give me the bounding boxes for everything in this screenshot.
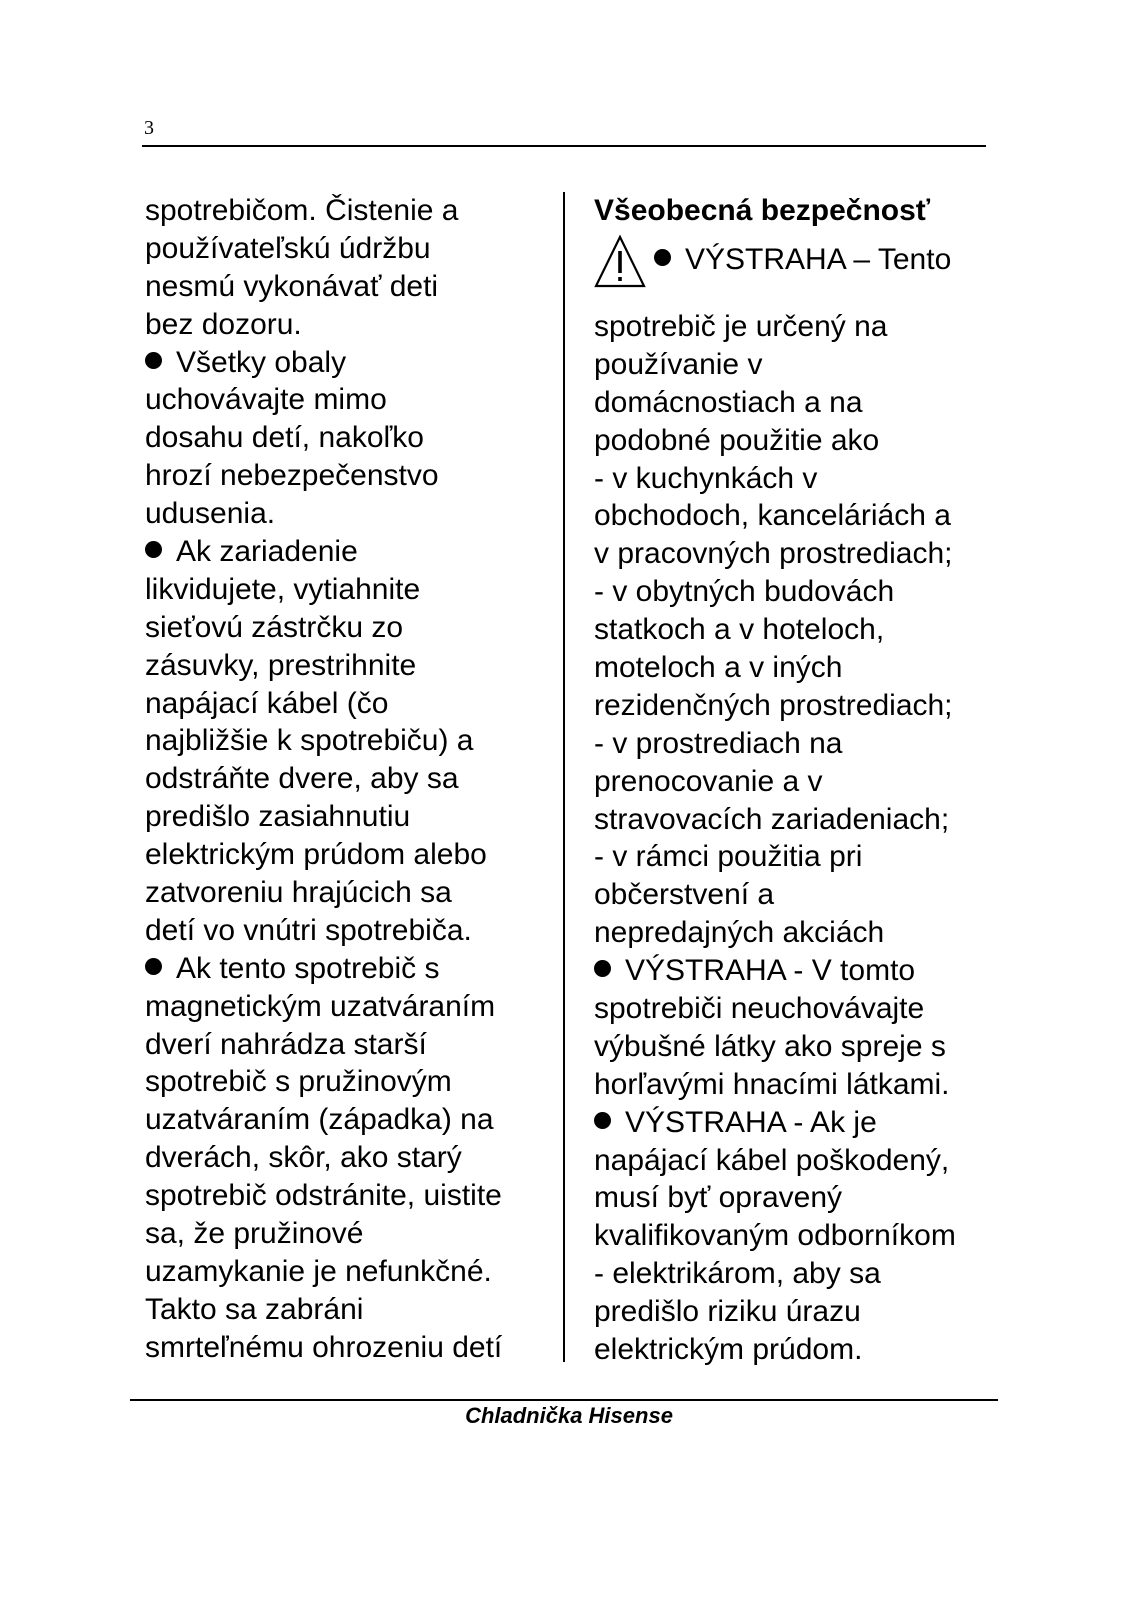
text-line	[145, 685, 545, 723]
text-line-content: predišlo zasiahnutiu	[145, 800, 411, 834]
bullet-icon	[594, 1112, 611, 1129]
text-line	[594, 990, 994, 1028]
text-line-content: podobné použitie ako	[594, 423, 880, 457]
text-line-content: likvidujete, vytiahnite	[145, 572, 421, 606]
text-line-content: rezidenčných prostrediach;	[594, 688, 953, 722]
text-line-content: prenocovanie a v	[594, 764, 823, 798]
text-line-content: nepredajných akciách	[594, 916, 885, 950]
left-column	[145, 192, 545, 1367]
text-line	[594, 346, 994, 384]
text-line-content: najbližšie k spotrebiču) a	[145, 724, 474, 758]
text-line-content: používanie v	[594, 347, 763, 381]
text-line-content: smrteľnému ohrozeniu detí	[145, 1330, 503, 1364]
text-line	[594, 1066, 994, 1104]
text-line	[145, 647, 545, 685]
page-number: 3	[144, 117, 154, 139]
text-line	[145, 571, 545, 609]
text-line	[594, 535, 994, 573]
text-line-content: výbušné látky ako spreje s	[594, 1029, 946, 1063]
text-line-content: Takto sa zabráni	[145, 1292, 364, 1326]
text-line-content: detí vo vnútri spotrebiča.	[145, 913, 472, 947]
text-line-content: zásuvky, prestrihnite	[145, 648, 417, 682]
text-line-content: dosahu detí, nakoľko	[145, 421, 424, 455]
text-line	[145, 1101, 545, 1139]
text-line	[594, 460, 994, 498]
text-line	[594, 573, 994, 611]
warning-triangle-icon	[594, 234, 646, 290]
text-line	[145, 988, 545, 1026]
text-line-content: dverách, skôr, ako starý	[145, 1141, 462, 1175]
text-line-content: spotrebič je určený na	[594, 310, 888, 343]
bullet-icon	[145, 958, 162, 975]
text-line-content: spotrebičom. Čistenie a	[145, 194, 459, 227]
text-line-content: elektrickým prúdom alebo	[145, 838, 487, 872]
right-column-lines	[594, 308, 994, 1369]
text-line-content: - v obytných budovách	[594, 575, 895, 609]
text-line-content: nesmú vykonávať deti	[145, 269, 439, 303]
text-line-content: statkoch a v hoteloch,	[594, 613, 885, 647]
text-line-content: horľavými hnacími látkami.	[594, 1067, 950, 1101]
text-line	[145, 306, 545, 344]
text-line-content: - v kuchynkách v	[594, 461, 818, 495]
text-line-content: - v prostrediach na	[594, 726, 843, 760]
text-line	[594, 725, 994, 763]
text-line	[594, 1104, 994, 1142]
text-line-content: domácnostiach a na	[594, 385, 863, 419]
text-line-content: odstráňte dvere, aby sa	[145, 762, 459, 796]
text-line	[594, 876, 994, 914]
text-line	[145, 419, 545, 457]
text-line-content: musí byť opravený	[594, 1181, 843, 1215]
text-line	[145, 760, 545, 798]
text-line	[145, 344, 545, 382]
text-line	[145, 1026, 545, 1064]
text-line-content: - elektrikárom, aby sa	[594, 1257, 881, 1291]
text-line	[145, 1253, 545, 1291]
text-line-content: moteloch a v iných	[594, 651, 843, 685]
text-line	[145, 1329, 545, 1367]
text-line-content: zatvoreniu hrajúcich sa	[145, 876, 452, 910]
footer-rule	[130, 1399, 998, 1401]
text-line-content: napájací kábel (čo	[145, 686, 389, 720]
text-line-content: uchovávajte mimo	[145, 383, 387, 417]
text-line-content: hrozí nebezpečenstvo	[145, 459, 439, 493]
text-line-content: obchodoch, kanceláriách a	[594, 499, 951, 533]
text-line	[594, 1142, 994, 1180]
text-line	[594, 308, 994, 346]
text-line-content: bez dozoru.	[145, 307, 302, 341]
bullet-icon	[654, 249, 671, 266]
text-line	[594, 384, 994, 422]
text-line	[594, 1331, 994, 1369]
text-line	[594, 687, 994, 725]
text-line	[145, 268, 545, 306]
text-line-content: uzamykanie je nefunkčné.	[145, 1254, 492, 1288]
text-line	[594, 497, 994, 535]
text-line	[145, 1063, 545, 1101]
text-line-content: dverí nahrádza starší	[145, 1027, 427, 1061]
text-line	[145, 950, 545, 988]
text-line	[594, 763, 994, 801]
text-line	[594, 801, 994, 839]
warning-row	[594, 234, 994, 294]
column-divider	[563, 192, 565, 1362]
text-line-content: stravovacích zariadeniach;	[594, 802, 950, 836]
text-line	[594, 649, 994, 687]
text-line	[594, 1217, 994, 1255]
text-line-content: používateľskú údržbu	[145, 231, 431, 265]
text-line	[145, 1291, 545, 1329]
footer-title: Chladnička Hisense	[465, 1403, 673, 1428]
right-column	[594, 192, 994, 1369]
text-line	[594, 1028, 994, 1066]
text-line	[145, 1139, 545, 1177]
text-line	[145, 609, 545, 647]
text-line-content: sa, že pružinové	[145, 1217, 364, 1251]
text-line-content: sieťovú zástrčku zo	[145, 610, 404, 644]
text-line	[145, 381, 545, 419]
bullet-icon	[594, 960, 611, 977]
text-line-content: uzatváraním (západka) na	[145, 1103, 494, 1137]
text-line	[145, 836, 545, 874]
text-line	[594, 1179, 994, 1217]
text-line	[145, 192, 545, 230]
text-line-content: spotrebič odstránite, uistite	[145, 1179, 502, 1213]
text-line	[145, 1177, 545, 1215]
text-line-content: spotrebiči neuchovávajte	[594, 992, 925, 1026]
text-line-content: Ak tento spotrebič s	[176, 951, 440, 985]
text-line	[145, 722, 545, 760]
text-line	[145, 457, 545, 495]
text-line	[594, 914, 994, 952]
text-line	[594, 1255, 994, 1293]
text-line	[145, 1215, 545, 1253]
text-line	[145, 495, 545, 533]
section-heading: Všeobecná bezpečnosť	[594, 194, 931, 227]
text-line-content: - v rámci použitia pri	[594, 840, 863, 874]
text-line-content: udusenia.	[145, 497, 276, 531]
text-line-content: VÝSTRAHA - V tomto	[625, 954, 916, 988]
text-line	[594, 422, 994, 460]
text-line-content: v pracovných prostrediach;	[594, 537, 953, 571]
text-line	[145, 798, 545, 836]
text-line	[594, 611, 994, 649]
text-line	[145, 874, 545, 912]
text-line-content: kvalifikovaným odborníkom	[594, 1219, 956, 1253]
text-line-content: občerstvení a	[594, 878, 775, 912]
text-line	[145, 533, 545, 571]
text-line	[594, 838, 994, 876]
text-line-content: elektrickým prúdom.	[594, 1333, 863, 1367]
header-rule	[142, 145, 986, 147]
text-line-content: predišlo riziku úrazu	[594, 1295, 861, 1329]
text-line-content: Ak zariadenie	[176, 535, 358, 569]
text-line-content: napájací kábel poškodený,	[594, 1143, 950, 1177]
text-line-content: VÝSTRAHA - Ak je	[625, 1105, 877, 1139]
text-line-content: magnetickým uzatváraním	[145, 989, 496, 1023]
text-line	[145, 912, 545, 950]
text-line-content: spotrebič s pružinovým	[145, 1065, 452, 1099]
text-line	[594, 952, 994, 990]
bullet-icon	[145, 541, 162, 558]
text-line-content: Všetky obaly	[176, 345, 347, 379]
bullet-icon	[145, 352, 162, 369]
text-line	[594, 1293, 994, 1331]
warning-text: VÝSTRAHA – Tento	[685, 243, 952, 276]
text-line	[145, 230, 545, 268]
